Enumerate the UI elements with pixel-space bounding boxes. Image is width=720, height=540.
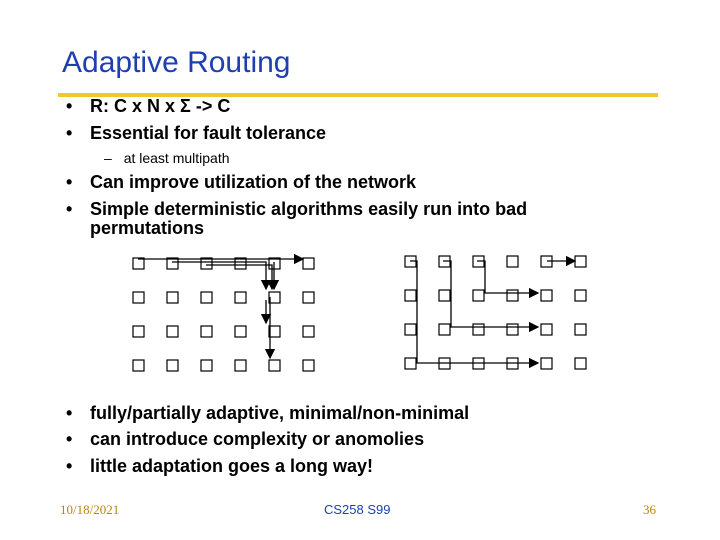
bullet-text: Can improve utilization of the network [90, 172, 417, 192]
bullet-continuation-text: permutations [90, 218, 205, 238]
mesh-nodes [133, 258, 314, 371]
bullet-marker: • [66, 403, 73, 423]
bullet-marker: • [66, 456, 73, 476]
slide-title: Adaptive Routing [62, 46, 291, 79]
sub-bullet [104, 150, 230, 166]
bullet-text: R: C x N x Σ -> C [90, 96, 231, 116]
bullet-marker: • [66, 123, 73, 143]
route-arrows [410, 261, 575, 363]
bullet-text: can introduce complexity or anomolies [90, 429, 425, 449]
bullet-text: fully/partially adaptive, minimal/non-minimal [90, 403, 470, 423]
mesh-nodes [405, 256, 586, 369]
bullet-text: little adaptation goes a long way! [90, 456, 374, 476]
route-arrows [138, 259, 303, 358]
left-mesh-diagram [120, 248, 330, 378]
bullet-marker: • [66, 172, 73, 192]
bullet-marker: • [66, 199, 73, 219]
bullet-text: Simple deterministic algorithms easily run into bad [90, 199, 528, 219]
page-number: 36 [643, 502, 656, 517]
bullet-marker: • [66, 429, 73, 449]
footer-date: 10/18/2021 [60, 502, 120, 517]
bullet-marker: • [66, 96, 73, 116]
right-mesh-diagram [392, 248, 602, 378]
footer-course: CS258 S99 [324, 502, 391, 517]
sub-bullet-marker: – [104, 150, 112, 166]
bullet-text: Essential for fault tolerance [90, 123, 327, 143]
sub-bullet-text: at least multipath [123, 150, 230, 166]
